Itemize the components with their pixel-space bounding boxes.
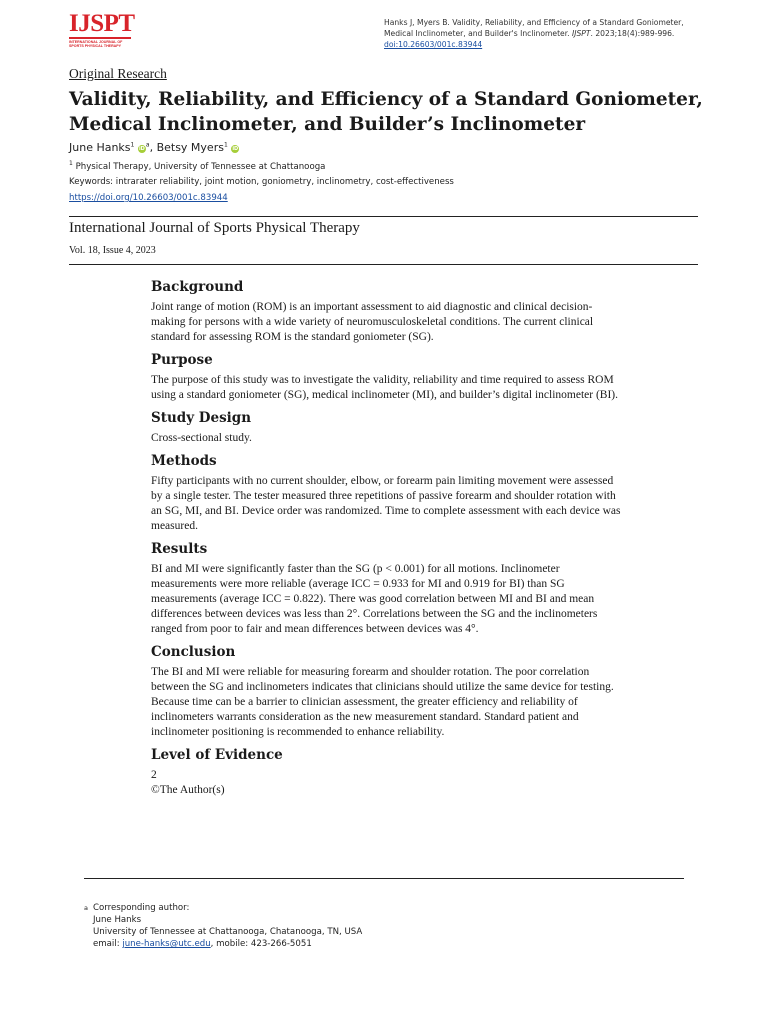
volume-issue: Vol. 18, Issue 4, 2023	[69, 245, 156, 256]
background-text: Joint range of motion (ROM) is an important assessment to aid diagnostic and clinical decision-making for persons with a wide variety of neuromusculoskeletal conditions. The current clinical standard for assessing ROM is the standard goniometer (SG).	[151, 301, 594, 343]
study-design-heading: Study Design	[151, 410, 252, 426]
logo-rule	[69, 37, 131, 39]
methods-text: Fifty participants with no current shoulder, elbow, or forearm pain limiting movement were assessed by a single tester. The tester measured three repetitions of passive forearm and shoulder rotation with an SG, MI, and BI. Device order was randomized. Time to complete assessment with each device was measured.	[151, 475, 621, 532]
journal-name: International Journal of Sports Physical Therapy	[69, 220, 360, 236]
email-link[interactable]: june-hanks@utc.edu	[122, 939, 211, 949]
orcid-icon[interactable]: iD	[138, 146, 145, 152]
purpose-heading: Purpose	[151, 352, 213, 368]
citation-text: Hanks J, Myers B. Validity, Reliability, and Efficiency of a Standard Goniometer, Medical Inclinometer, and Builder's Inclinometer.	[384, 18, 684, 38]
affiliation-text: Physical Therapy, University of Tennessee at Chattanooga	[75, 161, 326, 172]
author-affil-sup: 1	[130, 141, 135, 149]
logo-wordmark: IJSPT	[69, 10, 135, 37]
keywords: Keywords: intrarater reliability, joint motion, goniometry, inclinometry, cost-effectiveness	[69, 177, 454, 187]
purpose-text: The purpose of this study was to investigate the validity, reliability and time required to assess ROM using a standard goniometer (SG), medical inclinometer (MI), and builder’s digital inclinometer (BI).	[151, 374, 619, 401]
corresponding-author-footnote	[84, 902, 684, 950]
abstract	[151, 279, 621, 798]
article-title: Validity, Reliability, and Efficiency of a Standard Goniometer, Medical Inclinometer, and Builder’s Inclinometer	[69, 89, 703, 135]
citation-details: . 2023;18(4):989-996.	[590, 29, 675, 38]
author-affil-sup: 1	[223, 141, 228, 149]
footnote-label: Corresponding author:	[93, 903, 190, 913]
methods-heading: Methods	[151, 453, 217, 469]
results-text: BI and MI were significantly faster than the SG (p < 0.001) for all motions. Inclinometer measurements were more reliable (average ICC = 0.933 for MI and 0.919 for BI) than SG measurements (average ICC = 0.822). There was good correlation between MI and BI and mean differences between devices was less than 2°. Correlations between the SG and the inclinometers ranged from poor to fair and mean differences between devices was 4°.	[151, 563, 598, 635]
divider-bottom	[69, 264, 698, 265]
article-type: Original Research	[69, 66, 167, 81]
logo-subtitle-2: SPORTS PHYSICAL THERAPY	[69, 43, 122, 48]
author-list: June Hanks$^1$ $iD^a$, Betsy Myers$^1$ iD	[69, 141, 239, 154]
level-of-evidence-value: 2	[151, 769, 157, 781]
results-heading: Results	[151, 541, 208, 557]
journal-logo	[69, 12, 135, 50]
copyright: ©The Author(s)	[151, 784, 225, 796]
phone-text: , mobile: 423-266-5051	[210, 939, 312, 949]
author-name: June Hanks	[69, 141, 131, 154]
footnote-mark: a	[84, 904, 88, 912]
citation-doi-link[interactable]: doi:10.26603/001c.83944	[384, 40, 483, 49]
affiliation	[69, 160, 325, 172]
corresponding-mark[interactable]: a	[145, 141, 150, 149]
footnote-name: June Hanks	[93, 915, 142, 925]
study-design-text: Cross-sectional study.	[151, 432, 252, 444]
citation-header	[384, 17, 714, 50]
footnote-contact	[93, 938, 684, 950]
conclusion-heading: Conclusion	[151, 644, 236, 660]
logo-subtitle-1: INTERNATIONAL JOURNAL OF	[69, 39, 123, 44]
doi-link[interactable]: https://doi.org/10.26603/001c.83944	[69, 193, 228, 203]
author-name: Betsy Myers	[156, 141, 224, 154]
affiliation-sup: 1	[69, 160, 73, 167]
background-heading: Background	[151, 279, 244, 295]
email-label: email:	[93, 939, 123, 949]
citation-journal: IJSPT	[571, 29, 591, 38]
doi	[69, 193, 228, 203]
level-of-evidence-heading: Level of Evidence	[151, 747, 283, 763]
footnote-address: University of Tennessee at Chattanooga, Chatanooga, TN, USA	[93, 927, 363, 937]
conclusion-text: The BI and MI were reliable for measuring forearm and shoulder rotation. The poor correlation between the SG and inclinometers indicates that clinicians should utilize the same device for testing. Because time can be a barrier to clinician assessment, the greater efficiency and reliability of inclinometers warrants consideration as the new measurement standard. Standard patient and inclinometer positioning is recommended to enhance reliability.	[151, 666, 614, 738]
divider-top	[69, 216, 698, 217]
footnote-divider	[84, 878, 684, 879]
orcid-icon[interactable]: iD	[232, 146, 239, 152]
